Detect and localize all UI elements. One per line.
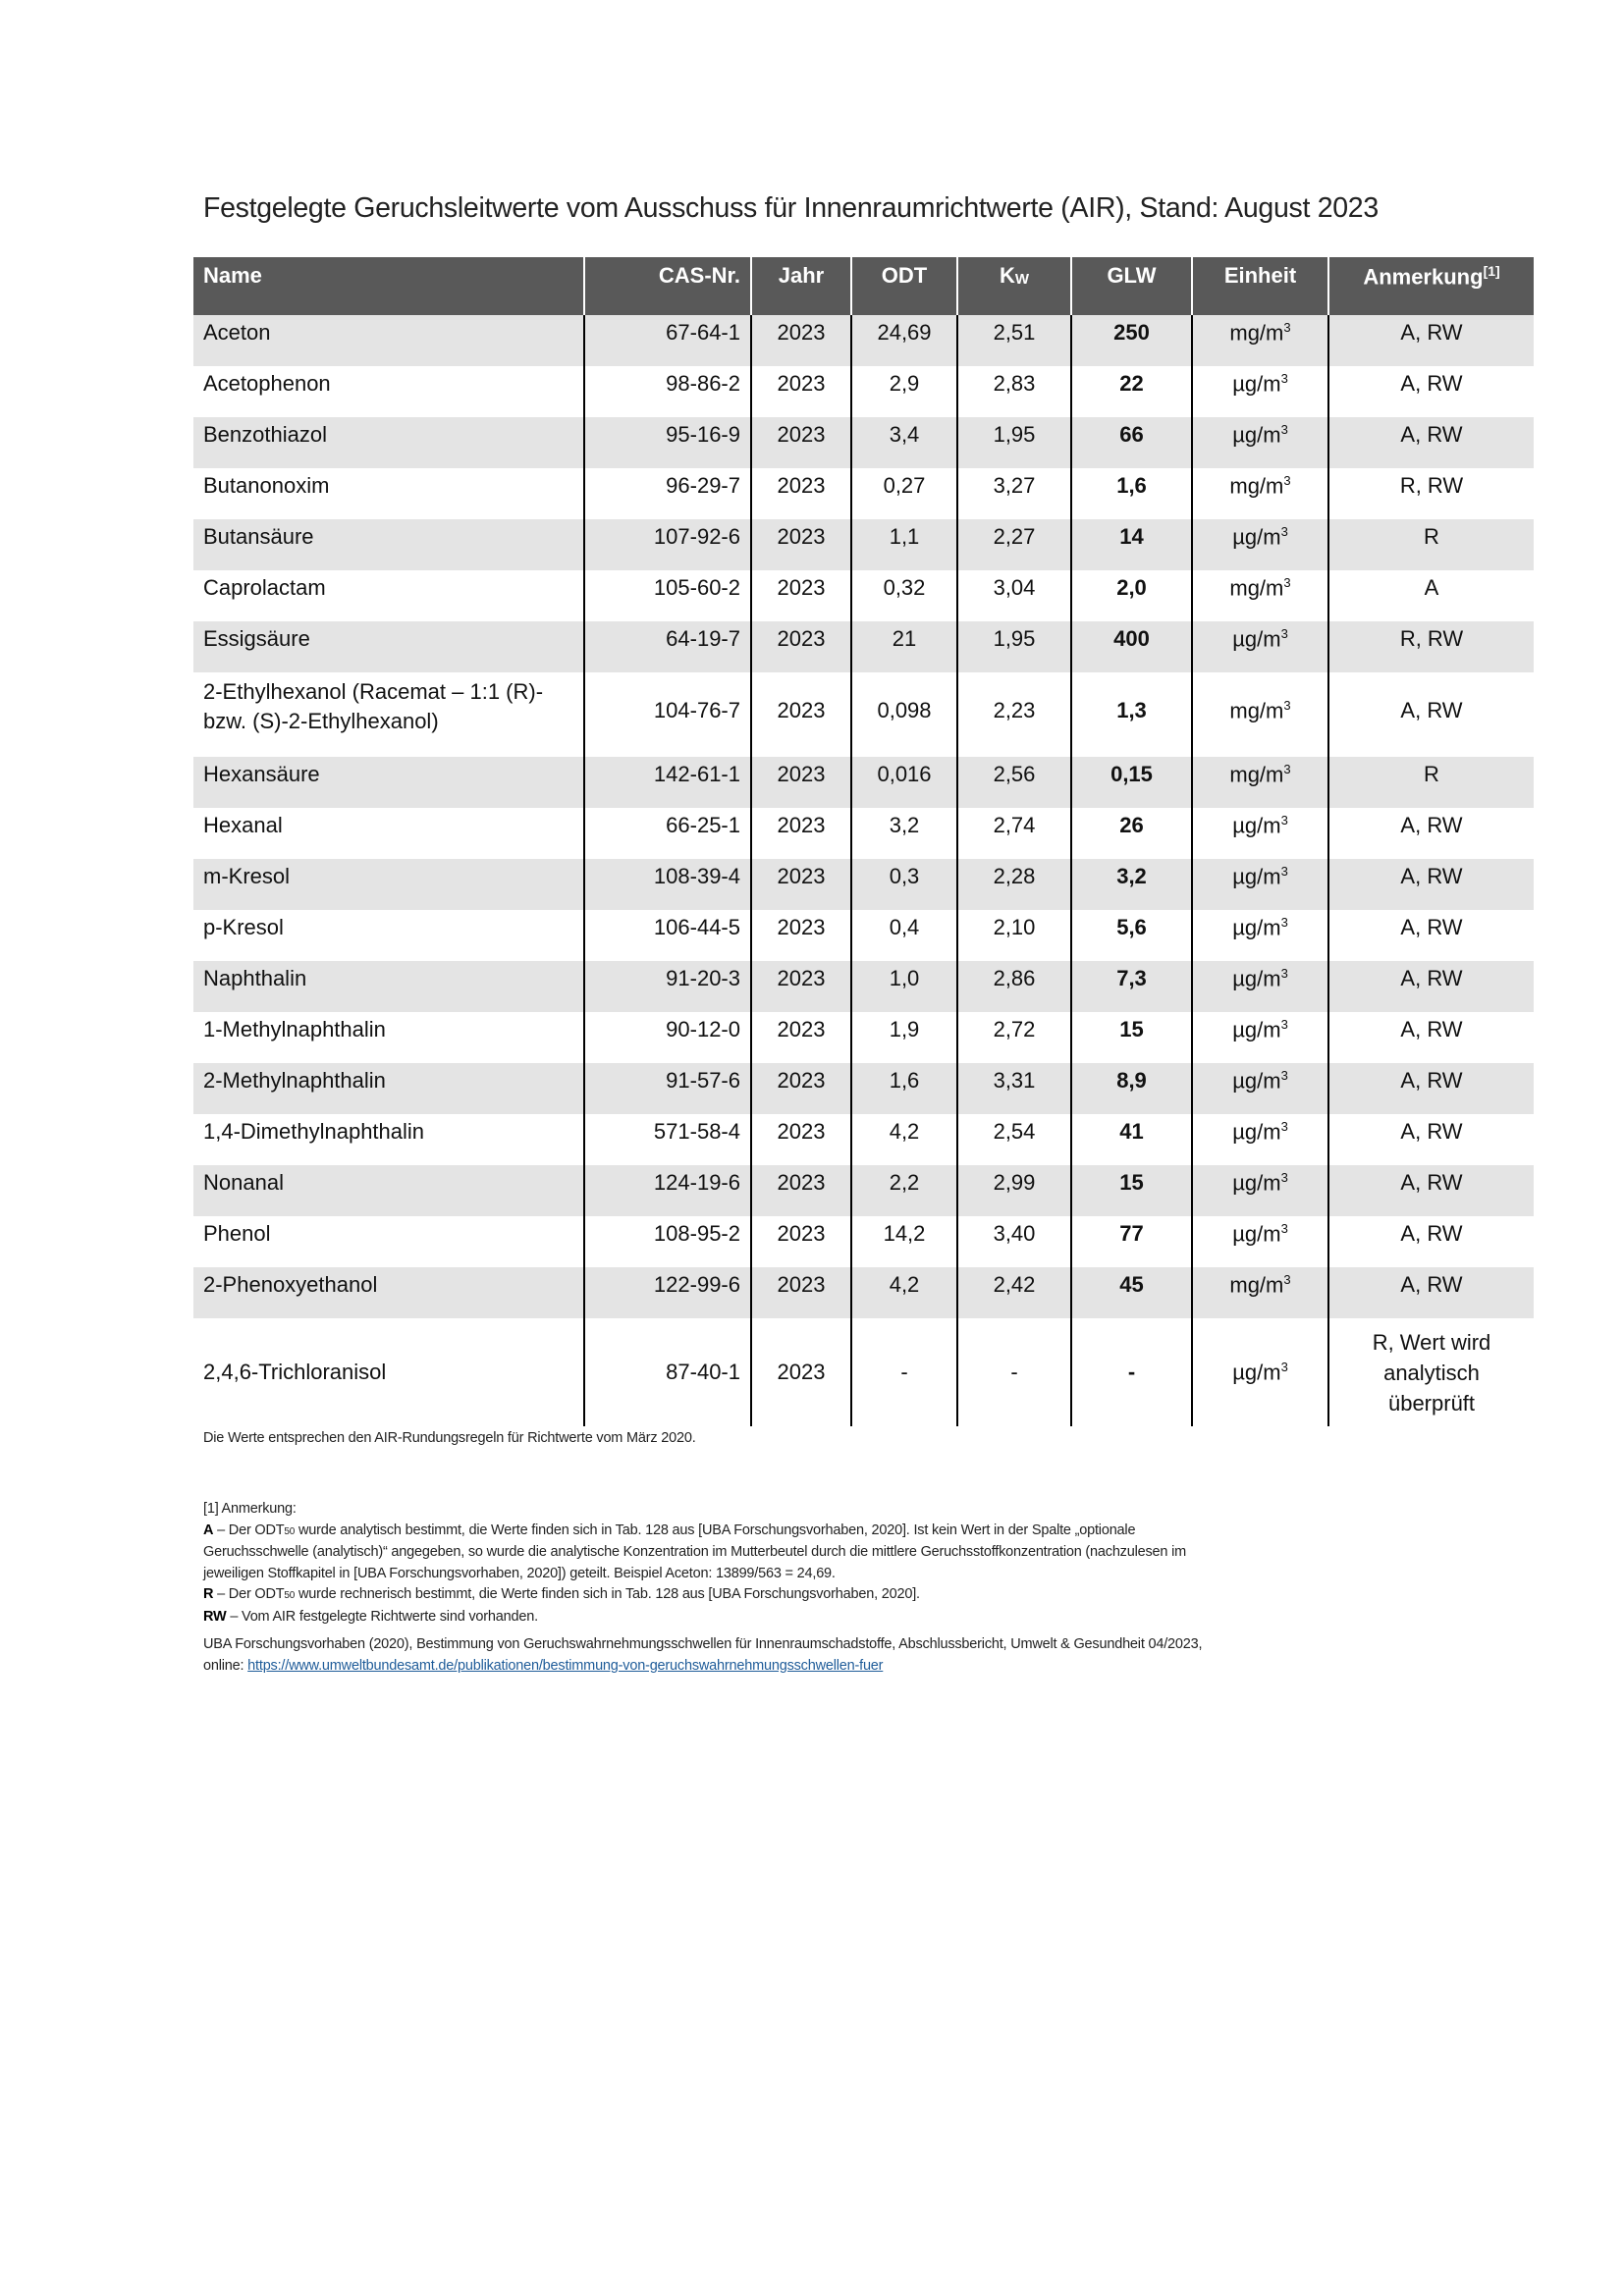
cell-note: R	[1328, 519, 1534, 570]
cell-year: 2023	[751, 1165, 851, 1216]
cell-kw: 2,56	[957, 757, 1071, 808]
table-row	[193, 1012, 1534, 1063]
cell-name: Hexanal	[203, 813, 283, 837]
cell-glw: 0,15	[1071, 757, 1192, 808]
cell-note: A, RW	[1328, 808, 1534, 859]
cell-year: 2023	[751, 910, 851, 961]
cell-note: A, RW	[1328, 1063, 1534, 1114]
cell-cas: 108-39-4	[584, 859, 751, 910]
cell-year: 2023	[751, 757, 851, 808]
cell-year: 2023	[751, 570, 851, 621]
unit-base: mg/m	[1229, 320, 1284, 346]
unit-exponent: 3	[1283, 320, 1291, 335]
unit-base: mg/m	[1229, 698, 1284, 723]
unit-exponent: 3	[1280, 864, 1288, 879]
unit-base: µg/m	[1232, 1068, 1281, 1094]
cell-odt: 21	[851, 621, 957, 672]
cell-year: 2023	[751, 672, 851, 757]
unit-exponent: 3	[1280, 371, 1288, 386]
cell-kw: 3,04	[957, 570, 1071, 621]
table-row	[193, 859, 1534, 910]
footnote-heading: [1] Anmerkung:	[203, 1501, 297, 1517]
cell-note: A, RW	[1328, 672, 1534, 757]
cell-unit	[1192, 808, 1328, 859]
cell-odt: 0,27	[851, 468, 957, 519]
table-row	[193, 315, 1534, 366]
footnote-rw	[203, 1607, 1381, 1629]
cell-note: R, Wert wird analytisch überprüft	[1328, 1318, 1534, 1426]
table-row	[193, 621, 1534, 672]
cell-note: A, RW	[1328, 1216, 1534, 1267]
table-row	[193, 1267, 1534, 1318]
cell-unit	[1192, 1165, 1328, 1216]
unit-exponent: 3	[1280, 966, 1288, 981]
cell-year: 2023	[751, 417, 851, 468]
cell-odt: 1,9	[851, 1012, 957, 1063]
cell-odt: 1,6	[851, 1063, 957, 1114]
cell-glw: 15	[1071, 1012, 1192, 1063]
cell-year: 2023	[751, 808, 851, 859]
cell-year: 2023	[751, 1267, 851, 1318]
cell-year: 2023	[751, 1114, 851, 1165]
unit-base: µg/m	[1232, 915, 1281, 940]
header-note	[1328, 257, 1534, 315]
cell-name: Acetophenon	[203, 371, 331, 396]
cell-glw: 5,6	[1071, 910, 1192, 961]
cell-note: R, RW	[1328, 621, 1534, 672]
cell-kw: 2,42	[957, 1267, 1071, 1318]
unit-base: µg/m	[1232, 864, 1281, 889]
cell-unit	[1192, 910, 1328, 961]
cell-name: Nonanal	[193, 1165, 584, 1216]
cell-cas: 67-64-1	[584, 315, 751, 366]
table-row	[193, 757, 1534, 808]
table-row	[193, 808, 1534, 859]
cell-kw: 2,74	[957, 808, 1071, 859]
footnote-r-subscript: 50	[284, 1590, 296, 1601]
footnote-a-text-1: wurde analytisch bestimmt, die Werte finden sich in Tab. 128 aus [UBA Forschungsvorhaben, 2020]. Ist kein Wert in der Spalte „optionale	[295, 1522, 1136, 1538]
cell-unit	[1192, 672, 1328, 757]
cell-kw: 2,27	[957, 519, 1071, 570]
cell-odt: 3,4	[851, 417, 957, 468]
header-year: Jahr	[751, 257, 851, 315]
cell-cas: 107-92-6	[584, 519, 751, 570]
unit-base: µg/m	[1232, 813, 1281, 838]
cell-name: 2-Phenoxyethanol	[193, 1267, 584, 1318]
cell-cas: 108-95-2	[584, 1216, 751, 1267]
cell-year: 2023	[751, 961, 851, 1012]
header-note-main: Anmerkung	[1363, 264, 1484, 290]
cell-name: Aceton	[193, 315, 584, 366]
unit-exponent: 3	[1280, 1170, 1288, 1185]
cell-glw: 1,3	[1071, 672, 1192, 757]
cell-glw: 2,0	[1071, 570, 1192, 621]
cell-year: 2023	[751, 468, 851, 519]
cell-cas: 106-44-5	[584, 910, 751, 961]
header-name: Name	[193, 257, 584, 315]
cell-unit	[1192, 366, 1328, 417]
cell-cas: 90-12-0	[584, 1012, 751, 1063]
cell-name: Hexansäure	[193, 757, 584, 808]
cell-cas: 95-16-9	[584, 417, 751, 468]
cell-glw: 400	[1071, 621, 1192, 672]
footnote-r-prefix: – Der ODT	[213, 1586, 285, 1602]
cell-glw: 1,6	[1071, 468, 1192, 519]
cell-note: A, RW	[1328, 859, 1534, 910]
cell-odt: 14,2	[851, 1216, 957, 1267]
table-row	[193, 570, 1534, 621]
cell-year: 2023	[751, 859, 851, 910]
cell-unit	[1192, 315, 1328, 366]
cell-glw: -	[1071, 1318, 1192, 1426]
unit-exponent: 3	[1283, 697, 1291, 713]
unit-base: mg/m	[1229, 575, 1284, 601]
unit-exponent: 3	[1280, 1221, 1288, 1236]
footnote-r-key: R	[203, 1586, 214, 1602]
page-title: Festgelegte Geruchsleitwerte vom Ausschuss für Innenraumrichtwerte (AIR), Stand: August 2023	[203, 192, 1379, 224]
unit-exponent: 3	[1280, 626, 1288, 641]
cell-kw: 3,40	[957, 1216, 1071, 1267]
unit-base: µg/m	[1232, 1360, 1281, 1385]
cell-kw: 2,86	[957, 961, 1071, 1012]
header-note-footnote-ref: [1]	[1483, 263, 1500, 279]
unit-exponent: 3	[1283, 473, 1291, 488]
cell-glw: 41	[1071, 1114, 1192, 1165]
cell-odt: -	[851, 1318, 957, 1426]
cell-cas: 64-19-7	[584, 621, 751, 672]
cell-name: Butanonoxim	[203, 473, 330, 498]
unit-base: µg/m	[1232, 524, 1281, 550]
cell-glw: 26	[1071, 808, 1192, 859]
cell-odt: 1,1	[851, 519, 957, 570]
footnote-r-text: wurde rechnerisch bestimmt, die Werte finden sich in Tab. 128 aus [UBA Forschungsvorhaben, 2020].	[295, 1586, 920, 1602]
reference	[203, 1634, 1202, 1677]
unit-exponent: 3	[1283, 575, 1291, 590]
cell-unit	[1192, 570, 1328, 621]
cell-unit	[1192, 757, 1328, 808]
cell-unit	[1192, 417, 1328, 468]
cell-glw: 66	[1071, 417, 1192, 468]
cell-cas: 571-58-4	[584, 1114, 751, 1165]
unit-exponent: 3	[1283, 762, 1291, 776]
cell-name: Essigsäure	[193, 621, 584, 672]
cell-name: 2,4,6-Trichloranisol	[203, 1360, 387, 1384]
cell-kw: 2,54	[957, 1114, 1071, 1165]
unit-base: µg/m	[1232, 422, 1281, 448]
cell-year: 2023	[751, 1063, 851, 1114]
cell-cas: 91-57-6	[584, 1063, 751, 1114]
cell-name: 1-Methylnaphthalin	[203, 1017, 386, 1041]
cell-odt: 4,2	[851, 1114, 957, 1165]
cell-odt: 0,016	[851, 757, 957, 808]
cell-name: 2-Ethylhexanol (Racemat – 1:1 (R)-bzw. (S)-2-Ethylhexanol)	[203, 679, 544, 733]
unit-exponent: 3	[1280, 524, 1288, 539]
cell-glw: 45	[1071, 1267, 1192, 1318]
cell-name: Benzothiazol	[193, 417, 584, 468]
unit-exponent: 3	[1280, 422, 1288, 437]
cell-odt: 2,9	[851, 366, 957, 417]
footnote-a	[203, 1521, 1381, 1543]
cell-name: 1,4-Dimethylnaphthalin	[203, 1119, 425, 1144]
cell-note: R	[1328, 757, 1534, 808]
cell-kw: -	[957, 1318, 1071, 1426]
cell-cas: 104-76-7	[584, 672, 751, 757]
cell-glw: 250	[1071, 315, 1192, 366]
cell-odt: 0,098	[851, 672, 957, 757]
cell-name: p-Kresol	[203, 915, 284, 939]
cell-odt: 0,4	[851, 910, 957, 961]
cell-name: m-Kresol	[193, 859, 584, 910]
header-kw	[957, 257, 1071, 315]
table-row	[193, 1114, 1534, 1165]
table-row	[193, 468, 1534, 519]
cell-odt: 0,32	[851, 570, 957, 621]
reference-link[interactable]: https://www.umweltbundesamt.de/publikationen/bestimmung-von-geruchswahrnehmungsschwellen-fuer	[247, 1657, 884, 1674]
footnote-rw-text: – Vom AIR festgelegte Richtwerte sind vorhanden.	[226, 1608, 538, 1625]
cell-note: A, RW	[1328, 1267, 1534, 1318]
cell-note: A, RW	[1328, 1114, 1534, 1165]
cell-name: Caprolactam	[203, 575, 326, 600]
cell-kw: 3,27	[957, 468, 1071, 519]
cell-kw: 1,95	[957, 621, 1071, 672]
cell-glw: 8,9	[1071, 1063, 1192, 1114]
cell-unit	[1192, 621, 1328, 672]
cell-unit	[1192, 1216, 1328, 1267]
cell-year: 2023	[751, 621, 851, 672]
unit-base: mg/m	[1229, 1272, 1284, 1298]
header-glw: GLW	[1071, 257, 1192, 315]
reference-online	[203, 1656, 1202, 1678]
cell-year: 2023	[751, 519, 851, 570]
cell-note: A, RW	[1328, 1012, 1534, 1063]
cell-year: 2023	[751, 1216, 851, 1267]
cell-note: A, RW	[1328, 366, 1534, 417]
unit-exponent: 3	[1280, 813, 1288, 828]
cell-note: A, RW	[1328, 417, 1534, 468]
table-row	[193, 910, 1534, 961]
footnote-rw-key: RW	[203, 1608, 227, 1625]
table-row	[193, 1216, 1534, 1267]
footnote-a-key: A	[203, 1522, 214, 1538]
unit-exponent: 3	[1280, 915, 1288, 930]
table-row	[193, 519, 1534, 570]
cell-kw: 2,99	[957, 1165, 1071, 1216]
header-kw-main: K	[999, 263, 1015, 288]
footnote-r	[203, 1584, 1381, 1607]
footnotes	[203, 1499, 1381, 1628]
unit-base: µg/m	[1232, 966, 1281, 991]
table-row	[193, 366, 1534, 417]
cell-glw: 77	[1071, 1216, 1192, 1267]
unit-base: µg/m	[1232, 1170, 1281, 1196]
cell-name: 2-Methylnaphthalin	[193, 1063, 584, 1114]
unit-exponent: 3	[1283, 1272, 1291, 1287]
cell-kw: 2,83	[957, 366, 1071, 417]
cell-kw: 2,10	[957, 910, 1071, 961]
unit-exponent: 3	[1280, 1359, 1288, 1374]
cell-glw: 15	[1071, 1165, 1192, 1216]
footnote-a-prefix: – Der ODT	[213, 1522, 285, 1538]
cell-odt: 2,2	[851, 1165, 957, 1216]
cell-year: 2023	[751, 366, 851, 417]
unit-exponent: 3	[1280, 1068, 1288, 1083]
footnote-a-line-2: Geruchsschwelle (analytisch)“ angegeben, so wurde die analytische Konzentration im Mutterbeutel durch die mittlere Geruchsstoffkonzentration (nachzulesen im	[203, 1544, 1186, 1560]
cell-cas: 98-86-2	[584, 366, 751, 417]
cell-cas: 91-20-3	[584, 961, 751, 1012]
header-kw-subscript: W	[1014, 271, 1030, 288]
unit-base: mg/m	[1229, 762, 1284, 787]
cell-unit	[1192, 961, 1328, 1012]
cell-glw: 7,3	[1071, 961, 1192, 1012]
unit-base: µg/m	[1232, 1221, 1281, 1247]
cell-unit	[1192, 519, 1328, 570]
cell-odt: 24,69	[851, 315, 957, 366]
cell-unit	[1192, 468, 1328, 519]
cell-unit	[1192, 1114, 1328, 1165]
cell-kw: 2,51	[957, 315, 1071, 366]
cell-cas: 105-60-2	[584, 570, 751, 621]
cell-unit	[1192, 1012, 1328, 1063]
cell-unit	[1192, 1267, 1328, 1318]
cell-kw: 1,95	[957, 417, 1071, 468]
cell-odt: 0,3	[851, 859, 957, 910]
cell-year: 2023	[751, 315, 851, 366]
cell-year: 2023	[751, 1318, 851, 1426]
unit-base: µg/m	[1232, 371, 1281, 397]
cell-name: Phenol	[203, 1221, 271, 1246]
reference-text: UBA Forschungsvorhaben (2020), Bestimmung von Geruchswahrnehmungsschwellen für Innenraumschadstoffe, Abschlussbericht, Umwelt & Gesundheit 04/2023,	[203, 1636, 1203, 1652]
footnote-a-line-3: jeweiligen Stoffkapitel in [UBA Forschungsvorhaben, 2020]) geteilt. Beispiel Aceton: 13899/563 = 24,69.	[203, 1565, 836, 1581]
cell-note: A, RW	[1328, 1165, 1534, 1216]
table-row	[193, 1318, 1534, 1426]
rounding-note: Die Werte entsprechen den AIR-Rundungsregeln für Richtwerte vom März 2020.	[203, 1430, 696, 1446]
header-odt: ODT	[851, 257, 957, 315]
cell-kw: 3,31	[957, 1063, 1071, 1114]
cell-odt: 4,2	[851, 1267, 957, 1318]
cell-odt: 1,0	[851, 961, 957, 1012]
cell-kw: 2,72	[957, 1012, 1071, 1063]
reference-online-label: online:	[203, 1657, 248, 1674]
cell-cas: 96-29-7	[584, 468, 751, 519]
unit-base: mg/m	[1229, 473, 1284, 499]
cell-glw: 22	[1071, 366, 1192, 417]
cell-name: Naphthalin	[193, 961, 584, 1012]
cell-cas: 122-99-6	[584, 1267, 751, 1318]
cell-unit	[1192, 859, 1328, 910]
unit-exponent: 3	[1280, 1119, 1288, 1134]
unit-base: µg/m	[1232, 1017, 1281, 1042]
cell-note: R, RW	[1328, 468, 1534, 519]
cell-odt: 3,2	[851, 808, 957, 859]
cell-kw: 2,28	[957, 859, 1071, 910]
header-cas: CAS-Nr.	[584, 257, 751, 315]
table-row	[193, 1063, 1534, 1114]
cell-cas: 87-40-1	[584, 1318, 751, 1426]
header-unit: Einheit	[1192, 257, 1328, 315]
cell-name: Butansäure	[193, 519, 584, 570]
cell-note: A	[1328, 570, 1534, 621]
table-row	[193, 417, 1534, 468]
table-row	[193, 672, 1534, 757]
cell-glw: 3,2	[1071, 859, 1192, 910]
table-header-row	[193, 257, 1534, 315]
cell-note: A, RW	[1328, 961, 1534, 1012]
unit-base: µg/m	[1232, 626, 1281, 652]
cell-unit	[1192, 1063, 1328, 1114]
cell-cas: 66-25-1	[584, 808, 751, 859]
cell-note: A, RW	[1328, 910, 1534, 961]
cell-kw: 2,23	[957, 672, 1071, 757]
cell-year: 2023	[751, 1012, 851, 1063]
unit-base: µg/m	[1232, 1119, 1281, 1145]
cell-unit	[1192, 1318, 1328, 1426]
unit-exponent: 3	[1280, 1017, 1288, 1032]
cell-cas: 142-61-1	[584, 757, 751, 808]
odor-guide-values-table	[193, 257, 1534, 1426]
table-row	[193, 1165, 1534, 1216]
cell-cas: 124-19-6	[584, 1165, 751, 1216]
footnote-a-subscript: 50	[284, 1525, 296, 1537]
cell-glw: 14	[1071, 519, 1192, 570]
table-row	[193, 961, 1534, 1012]
cell-note: A, RW	[1328, 315, 1534, 366]
